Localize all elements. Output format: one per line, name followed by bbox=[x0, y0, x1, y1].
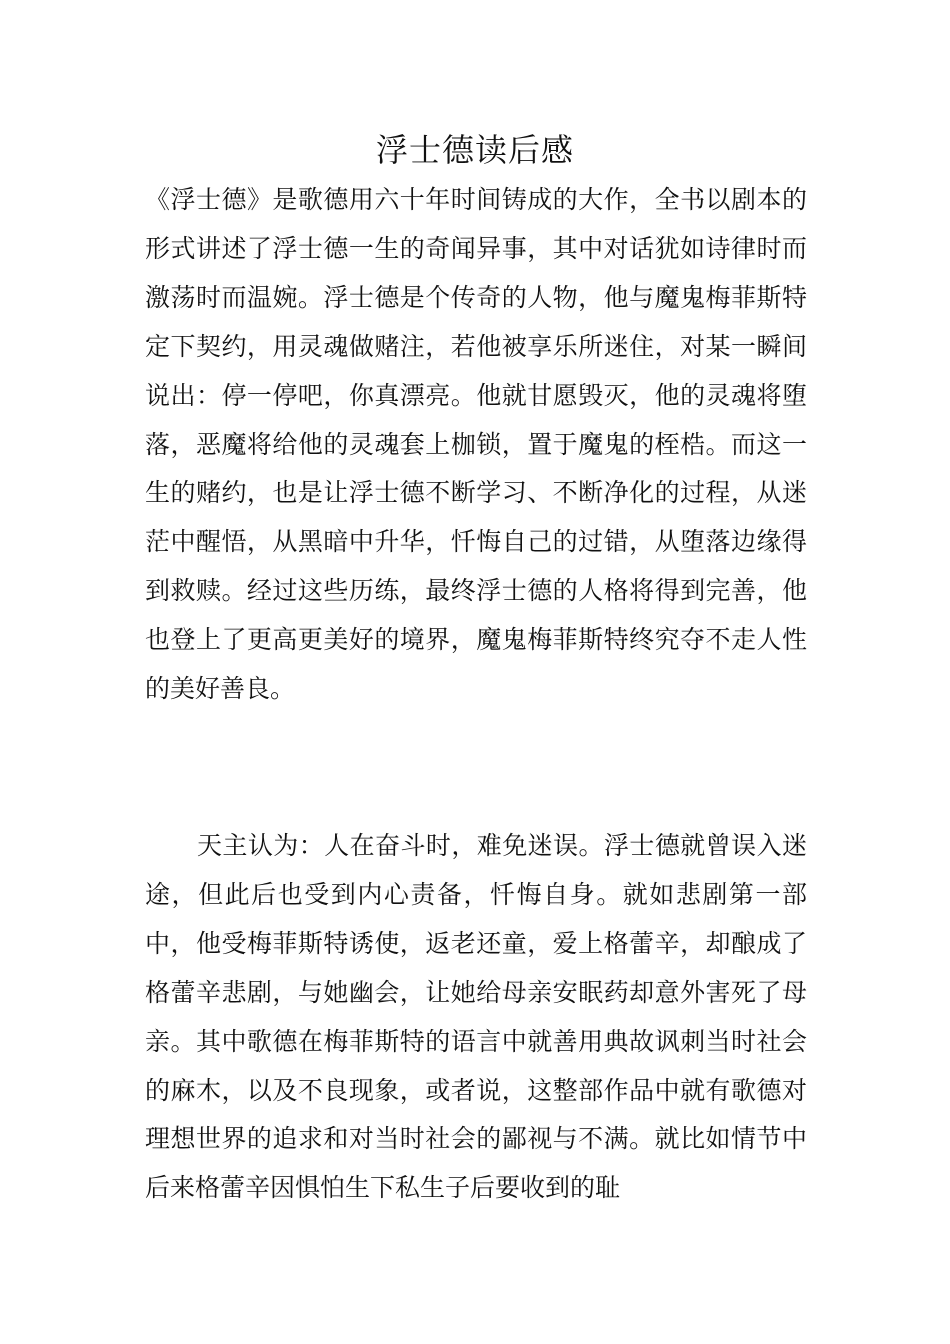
document-title: 浮士德读后感 bbox=[375, 131, 574, 169]
paragraph-2: 天主认为：人在奋斗时，难免迷误。浮士德就曾误入迷途，但此后也受到内心责备，忏悔自身。就如悲剧第一部中，他受梅菲斯特诱使，返老还童，爱上格蕾辛，却酿成了格蕾辛悲剧，与她幽会，让她给母亲安眠药却意外害死了母亲。其中歌德在梅菲斯特的语言中就善用典故讽刺当时社会的麻木，以及不良现象，或者说，这整部作品中就有歌德对理想世界的追求和对当时社会的鄙视与不满。就比如情节中后来格蕾辛因惧怕生下私生子后要收到的耻 bbox=[145, 831, 807, 1203]
paragraph-1: 《浮士德》是歌德用六十年时间铸成的大作，全书以剧本的形式讲述了浮士德一生的奇闻异事，其中对话犹如诗律时而激荡时而温婉。浮士德是个传奇的人物，他与魔鬼梅菲斯特定下契约，用灵魂做赌注，若他被享乐所迷住，对某一瞬间说出：停一停吧，你真漂亮。他就甘愿毁灭，他的灵魂将堕落，恶魔将给他的灵魂套上枷锁，置于魔鬼的桎梏。而这一生的赌约，也是让浮士德不断学习、不断净化的过程，从迷茫中醒悟，从黑暗中升华，忏悔自己的过错，从堕落边缘得到救赎。经过这些历练，最终浮士德的人格将得到完善，他也登上了更高更美好的境界，魔鬼梅菲斯特终究夺不走人性的美好善良。 bbox=[145, 185, 807, 704]
